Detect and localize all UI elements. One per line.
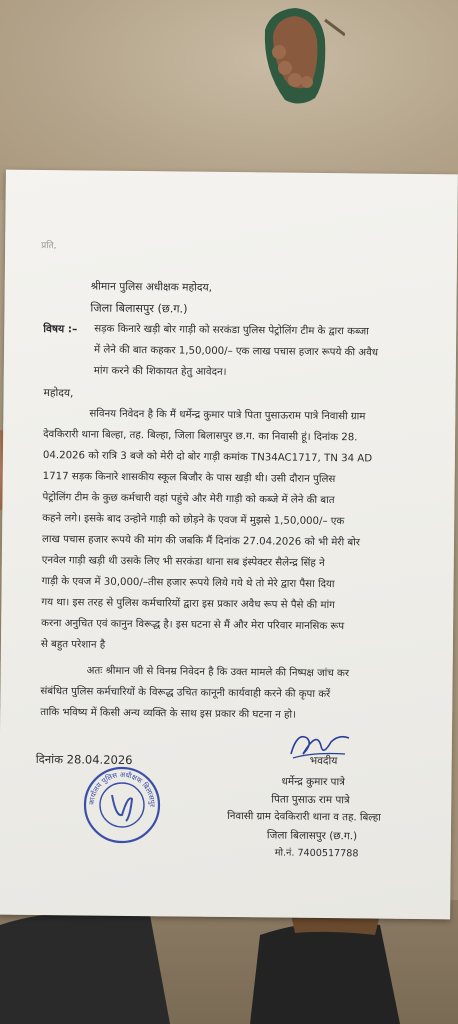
- signature: [283, 724, 353, 766]
- body-line: एनवेल गाड़ी खड़ी थी उसके लिए भी सरकंडा थाना सब इंस्पेक्टर सैलेन्द्र सिंह ने: [41, 555, 325, 570]
- body-line: कहने लगे। इसके बाद उन्होने गाड़ी को छोड़ने के एवज में मुझसे 1,50,000/– एक: [42, 513, 345, 528]
- subject-label: विषय :–: [43, 323, 78, 336]
- sender-mobile: मो.नं. 7400517788: [274, 847, 359, 860]
- request-line: संबंधित पुलिस कर्मचारियों के विरूद्ध उचित कानूनी कार्यवाही करने की कृपा करें: [40, 686, 331, 701]
- stamp-text: कार्यालय पुलिस अधीक्षक बिलासपुर: [87, 770, 157, 808]
- body-line: 04.2026 को रात्रि 3 बजे को मेरी दो बोर गाड़ी कमांक TN34AC1717, TN 34 AD: [42, 450, 373, 465]
- body-line: पेट्रोलिंग टीम के कुछ कर्मचारी वहां पहुंचे और मेरी गाड़ी को कब्जे में लेने की बात: [42, 492, 335, 507]
- addressee-line-1: श्रीमान पुलिस अधीक्षक महोदय,: [90, 280, 213, 294]
- legs-and-shoes: [0, 905, 458, 1024]
- foot-with-sandal: [255, 0, 345, 110]
- request-line: ताकि भविष्य में किसी अन्य व्यक्ति के साथ इस प्रकार की घटना न हो।: [40, 707, 296, 721]
- office-stamp: [82, 765, 162, 845]
- body-line: 1717 सड़क किनारे शासकीय स्कूल बिजौर के पास खड़ी थी। उसी दौरान पुलिस: [42, 471, 336, 486]
- body-line: करना अनुचित एवं कानुन विरूद्ध है। इस घटना से मैं और मेरा परिवार मानसिक रूप: [41, 618, 345, 633]
- body-line: सविनय निवेदन है कि मैं धर्मेन्द्र कुमार पात्रे पिता पुसाऊराम पात्रे निवासी ग्राम: [89, 408, 366, 423]
- sender-address: निवासी ग्राम देवकिरारी थाना व तह. बिल्हा: [227, 811, 381, 824]
- body-line: से बहुत परेशान है: [40, 639, 106, 651]
- salutation: महोदय,: [43, 387, 74, 400]
- body-line: गय था। इस तरह से पुलिस कर्मचारियों द्वारा इस प्रकार अवैध रूप से पैसे की मांग: [41, 597, 335, 612]
- sender-name: धर्मेन्द्र कुमार पात्रे: [281, 775, 345, 789]
- request-line: अतः श्रीमान जी से विनम्र निवेदन है कि उक्त मामले की निष्पक्ष जांच कर: [86, 665, 350, 680]
- subject-line-3: मांग करने की शिकायत हेतु आवेदन।: [93, 365, 227, 378]
- body-line: गाड़ी के एवज में 30,000/–तीस हजार रूपये लिये गये थे तो मेरे द्वारा पैसा दिया: [41, 576, 335, 591]
- closing: भवदीय: [309, 754, 338, 768]
- body-line: देवकिरारी थाना बिल्हा, तह. बिल्हा, जिला बिलासपुर छ.ग. का निवासी हूं। दिनांक 28.: [43, 429, 358, 444]
- subject-line-1: सड़क किनारे खड़ी बोर गाड़ी को सरकंडा पुलिस पेट्रोलिंग टीम के द्वारा कब्जा: [94, 323, 369, 338]
- prati-label: प्रति,: [41, 241, 57, 252]
- body-line: लाख पचास हजार रूपये की मांग की जबकि मैं दिनांक 27.04.2026 को भी मेरी बोर: [41, 534, 361, 549]
- sender-district: जिला बिलासपुर (छ.ग.): [266, 829, 358, 843]
- date: दिनांक 28.04.2026: [35, 751, 133, 768]
- complaint-letter: [0, 170, 458, 920]
- addressee-line-2: जिला बिलासपुर (छ.ग.): [90, 301, 188, 316]
- sender-father: पिता पुसाऊ राम पात्रे: [271, 793, 350, 807]
- subject-line-2: में लेने की बात कहकर 1,50,000/– एक लाख पचास हजार रूपये की अवैध: [93, 344, 379, 359]
